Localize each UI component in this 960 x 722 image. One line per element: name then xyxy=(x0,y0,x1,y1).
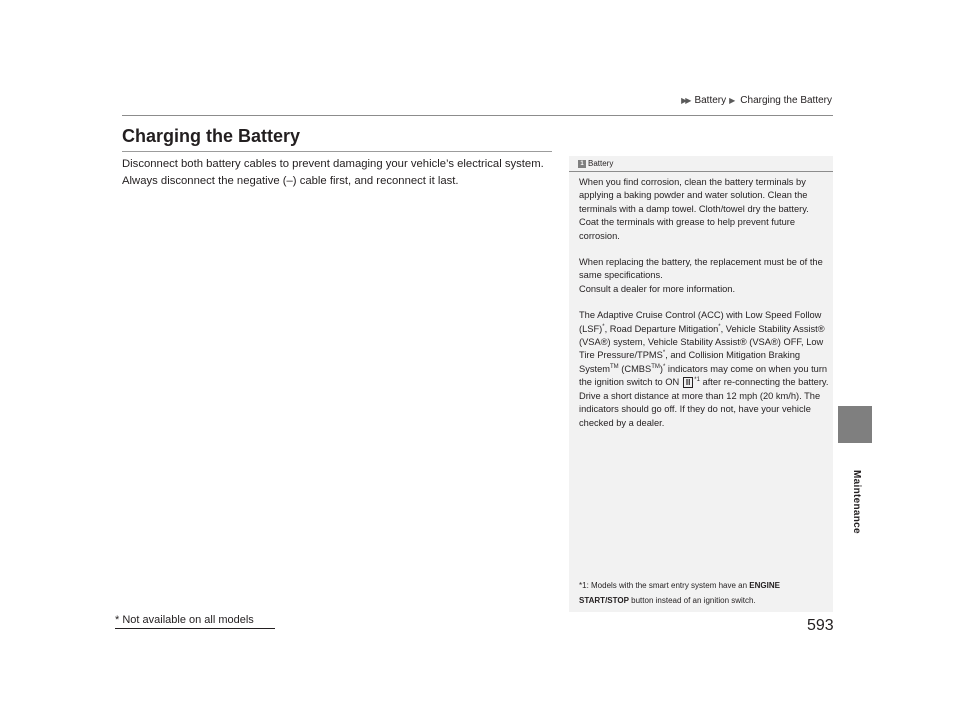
sidebar-footnote xyxy=(579,578,829,608)
page-number: 593 xyxy=(807,617,834,634)
footnote-text: *1: Models with the smart entry system have an xyxy=(579,581,750,590)
section-tab-label[interactable]: Maintenance xyxy=(851,470,862,534)
info-sidebar xyxy=(569,156,833,612)
sidebar-text: The Adaptive Cruise Control (ACC) with Low Speed Follow (LSF) xyxy=(579,310,822,334)
ignition-position-icon: II xyxy=(683,377,693,388)
availability-note: * Not available on all models xyxy=(115,614,254,626)
triangle-icon: ▶ xyxy=(729,96,736,105)
asterisk-link[interactable]: * xyxy=(718,323,721,330)
sidebar-text: (CMBS xyxy=(618,363,652,374)
main-text-line: Always disconnect the negative (–) cable first, and reconnect it last. xyxy=(122,175,459,187)
footnote-ref[interactable]: *1 xyxy=(694,377,700,384)
sidebar-text: after re-connecting the battery. Drive a short distance at more than 12 mph (20 km/h). The indicators should go off. If they do not, have your vehicle checked by a dealer. xyxy=(579,377,829,428)
asterisk-link[interactable]: * xyxy=(602,323,605,330)
page-title: Charging the Battery xyxy=(122,126,301,146)
sidebar-paragraph xyxy=(579,256,829,296)
footnote-bold: ENGINE START/STOP xyxy=(579,581,780,605)
sidebar-title: Battery xyxy=(588,159,614,168)
sidebar-text: ) xyxy=(659,363,663,374)
main-text-line: Disconnect both battery cables to prevent damaging your vehicle’s electrical system. xyxy=(122,158,544,170)
breadcrumb xyxy=(681,95,832,106)
trademark: TM xyxy=(651,363,660,370)
sidebar-text: indicators may come on when you turn the ignition switch to ON xyxy=(579,363,828,388)
main-text xyxy=(122,156,562,190)
footnote-text: button instead of an ignition switch. xyxy=(628,596,756,605)
trademark: TM xyxy=(610,363,619,370)
sidebar-text: , Vehicle Stability Assist® (VSA®) system, Vehicle Stability Assist® (VSA®) OFF, Low Tire Pressure/TPMS xyxy=(579,323,825,361)
breadcrumb-section[interactable]: Battery xyxy=(694,95,727,106)
sidebar-paragraph xyxy=(579,309,829,430)
footer-divider xyxy=(115,628,275,629)
sidebar-text: , Road Departure Mitigation xyxy=(604,323,719,334)
title-divider xyxy=(122,151,552,152)
asterisk-link[interactable]: * xyxy=(662,350,666,357)
section-tab[interactable] xyxy=(838,406,872,443)
note-icon: 1 xyxy=(578,160,586,168)
sidebar-paragraph: When you find corrosion, clean the battery terminals by applying a baking powder and water solution. Clean the terminals with a damp towel. Cloth/towel dry the battery. Coat the terminals with grease to help prevent future corrosion. xyxy=(579,177,809,241)
sidebar-text: Consult a dealer for more information. xyxy=(579,283,736,294)
sidebar-text: When replacing the battery, the replacement must be of the same specifications. xyxy=(579,257,823,281)
sidebar-text: , and Collision Mitigation Braking System xyxy=(579,350,801,374)
asterisk-link[interactable]: * xyxy=(663,363,666,370)
header-divider xyxy=(122,115,833,116)
sidebar-body xyxy=(579,176,829,443)
breadcrumb-topic[interactable]: Charging the Battery xyxy=(740,95,832,106)
sidebar-header xyxy=(569,156,833,172)
double-triangle-icon: ▶▶ xyxy=(681,96,690,105)
